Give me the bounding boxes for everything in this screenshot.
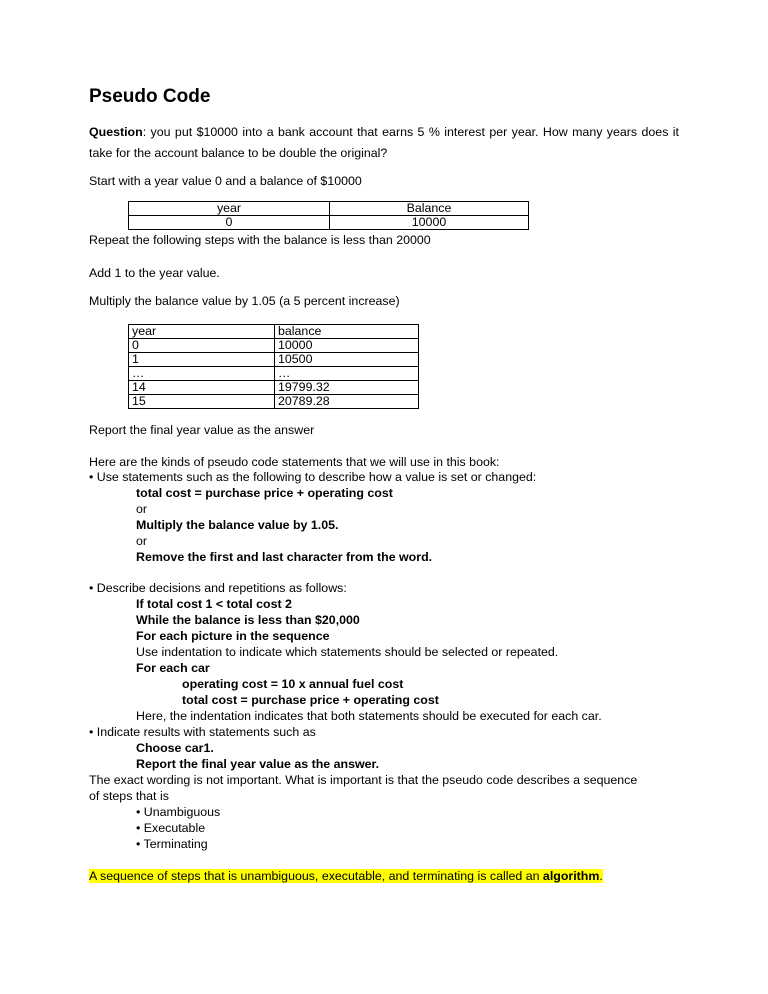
for-each-car: For each car [136,661,210,675]
bullet-set-values: • Use statements such as the following to describe how a value is set or changed: [89,470,537,484]
year-balance-table-progression [128,324,419,409]
table-cell: 15 [129,395,275,409]
table-cell: 14 [129,381,275,395]
table-row [129,381,419,395]
table-cell: … [129,367,275,381]
bullet-results: • Indicate results with statements such as [89,725,316,739]
repeat-text: Repeat the following steps with the balance is less than 20000 [89,233,431,247]
table-cell: 10500 [275,353,419,367]
algorithm-definition-text: A sequence of steps that is unambiguous, executable, and terminating is called an [89,869,543,883]
property-unambiguous: • Unambiguous [136,805,221,819]
report-text: Report the final year value as the answer [89,423,315,437]
algorithm-term: algorithm [542,869,600,883]
decision-while: While the balance is less than $20,000 [136,613,360,627]
table-row [129,395,419,409]
table-cell: 19799.32 [275,381,419,395]
table-row [129,216,529,230]
example-multiply: Multiply the balance value by 1.05. [136,518,339,532]
table-cell: 1 [129,353,275,367]
table-row [129,353,419,367]
table-header-year: year [129,325,275,339]
table-cell: … [275,367,419,381]
property-terminating: • Terminating [136,837,208,851]
question-text: : you put $10000 into a bank account that earns 5 % interest per year. How many years does it take for the account balance to be double the original? [89,125,679,160]
decision-for-each-picture: For each picture in the sequence [136,629,330,643]
result-report-final: Report the final year value as the answer. [136,757,380,771]
table-cell: 0 [129,339,275,353]
algorithm-period: . [599,869,603,883]
kinds-text: Here are the kinds of pseudo code statements that we will use in this book: [89,455,500,469]
algorithm-definition [89,869,603,884]
table-cell: 0 [129,216,330,230]
result-choose-car: Choose car1. [136,741,214,755]
indentation-explanation: Here, the indentation indicates that both statements should be executed for each car. [136,709,602,723]
table-cell: 10000 [330,216,529,230]
page-title: Pseudo Code [89,86,211,107]
table-cell: 10000 [275,339,419,353]
table-header-balance: balance [275,325,419,339]
table-row [129,325,419,339]
question-paragraph [89,122,679,164]
table-row [129,367,419,381]
exact-wording-line-2: of steps that is [89,789,169,803]
operating-cost-line: operating cost = 10 x annual fuel cost [182,677,404,691]
add-text: Add 1 to the year value. [89,266,220,280]
or-separator: or [136,502,148,516]
decision-if: If total cost 1 < total cost 2 [136,597,292,611]
bullet-decisions: • Describe decisions and repetitions as follows: [89,581,347,595]
multiply-text: Multiply the balance value by 1.05 (a 5 percent increase) [89,294,400,308]
example-total-cost: total cost = purchase price + operating cost [136,486,393,500]
table-cell: 20789.28 [275,395,419,409]
start-text: Start with a year value 0 and a balance of $10000 [89,174,362,188]
table-header-year: year [129,202,330,216]
total-cost-line: total cost = purchase price + operating cost [182,693,439,707]
year-balance-table-initial [128,201,529,230]
indentation-note: Use indentation to indicate which statements should be selected or repeated. [136,645,559,659]
table-header-balance: Balance [330,202,529,216]
question-label: Question [89,125,143,139]
exact-wording-line-1: The exact wording is not important. What is important is that the pseudo code describes a sequence [89,773,638,787]
table-row [129,339,419,353]
example-remove-chars: Remove the first and last character from the word. [136,550,433,564]
table-row [129,202,529,216]
or-separator: or [136,534,148,548]
property-executable: • Executable [136,821,206,835]
